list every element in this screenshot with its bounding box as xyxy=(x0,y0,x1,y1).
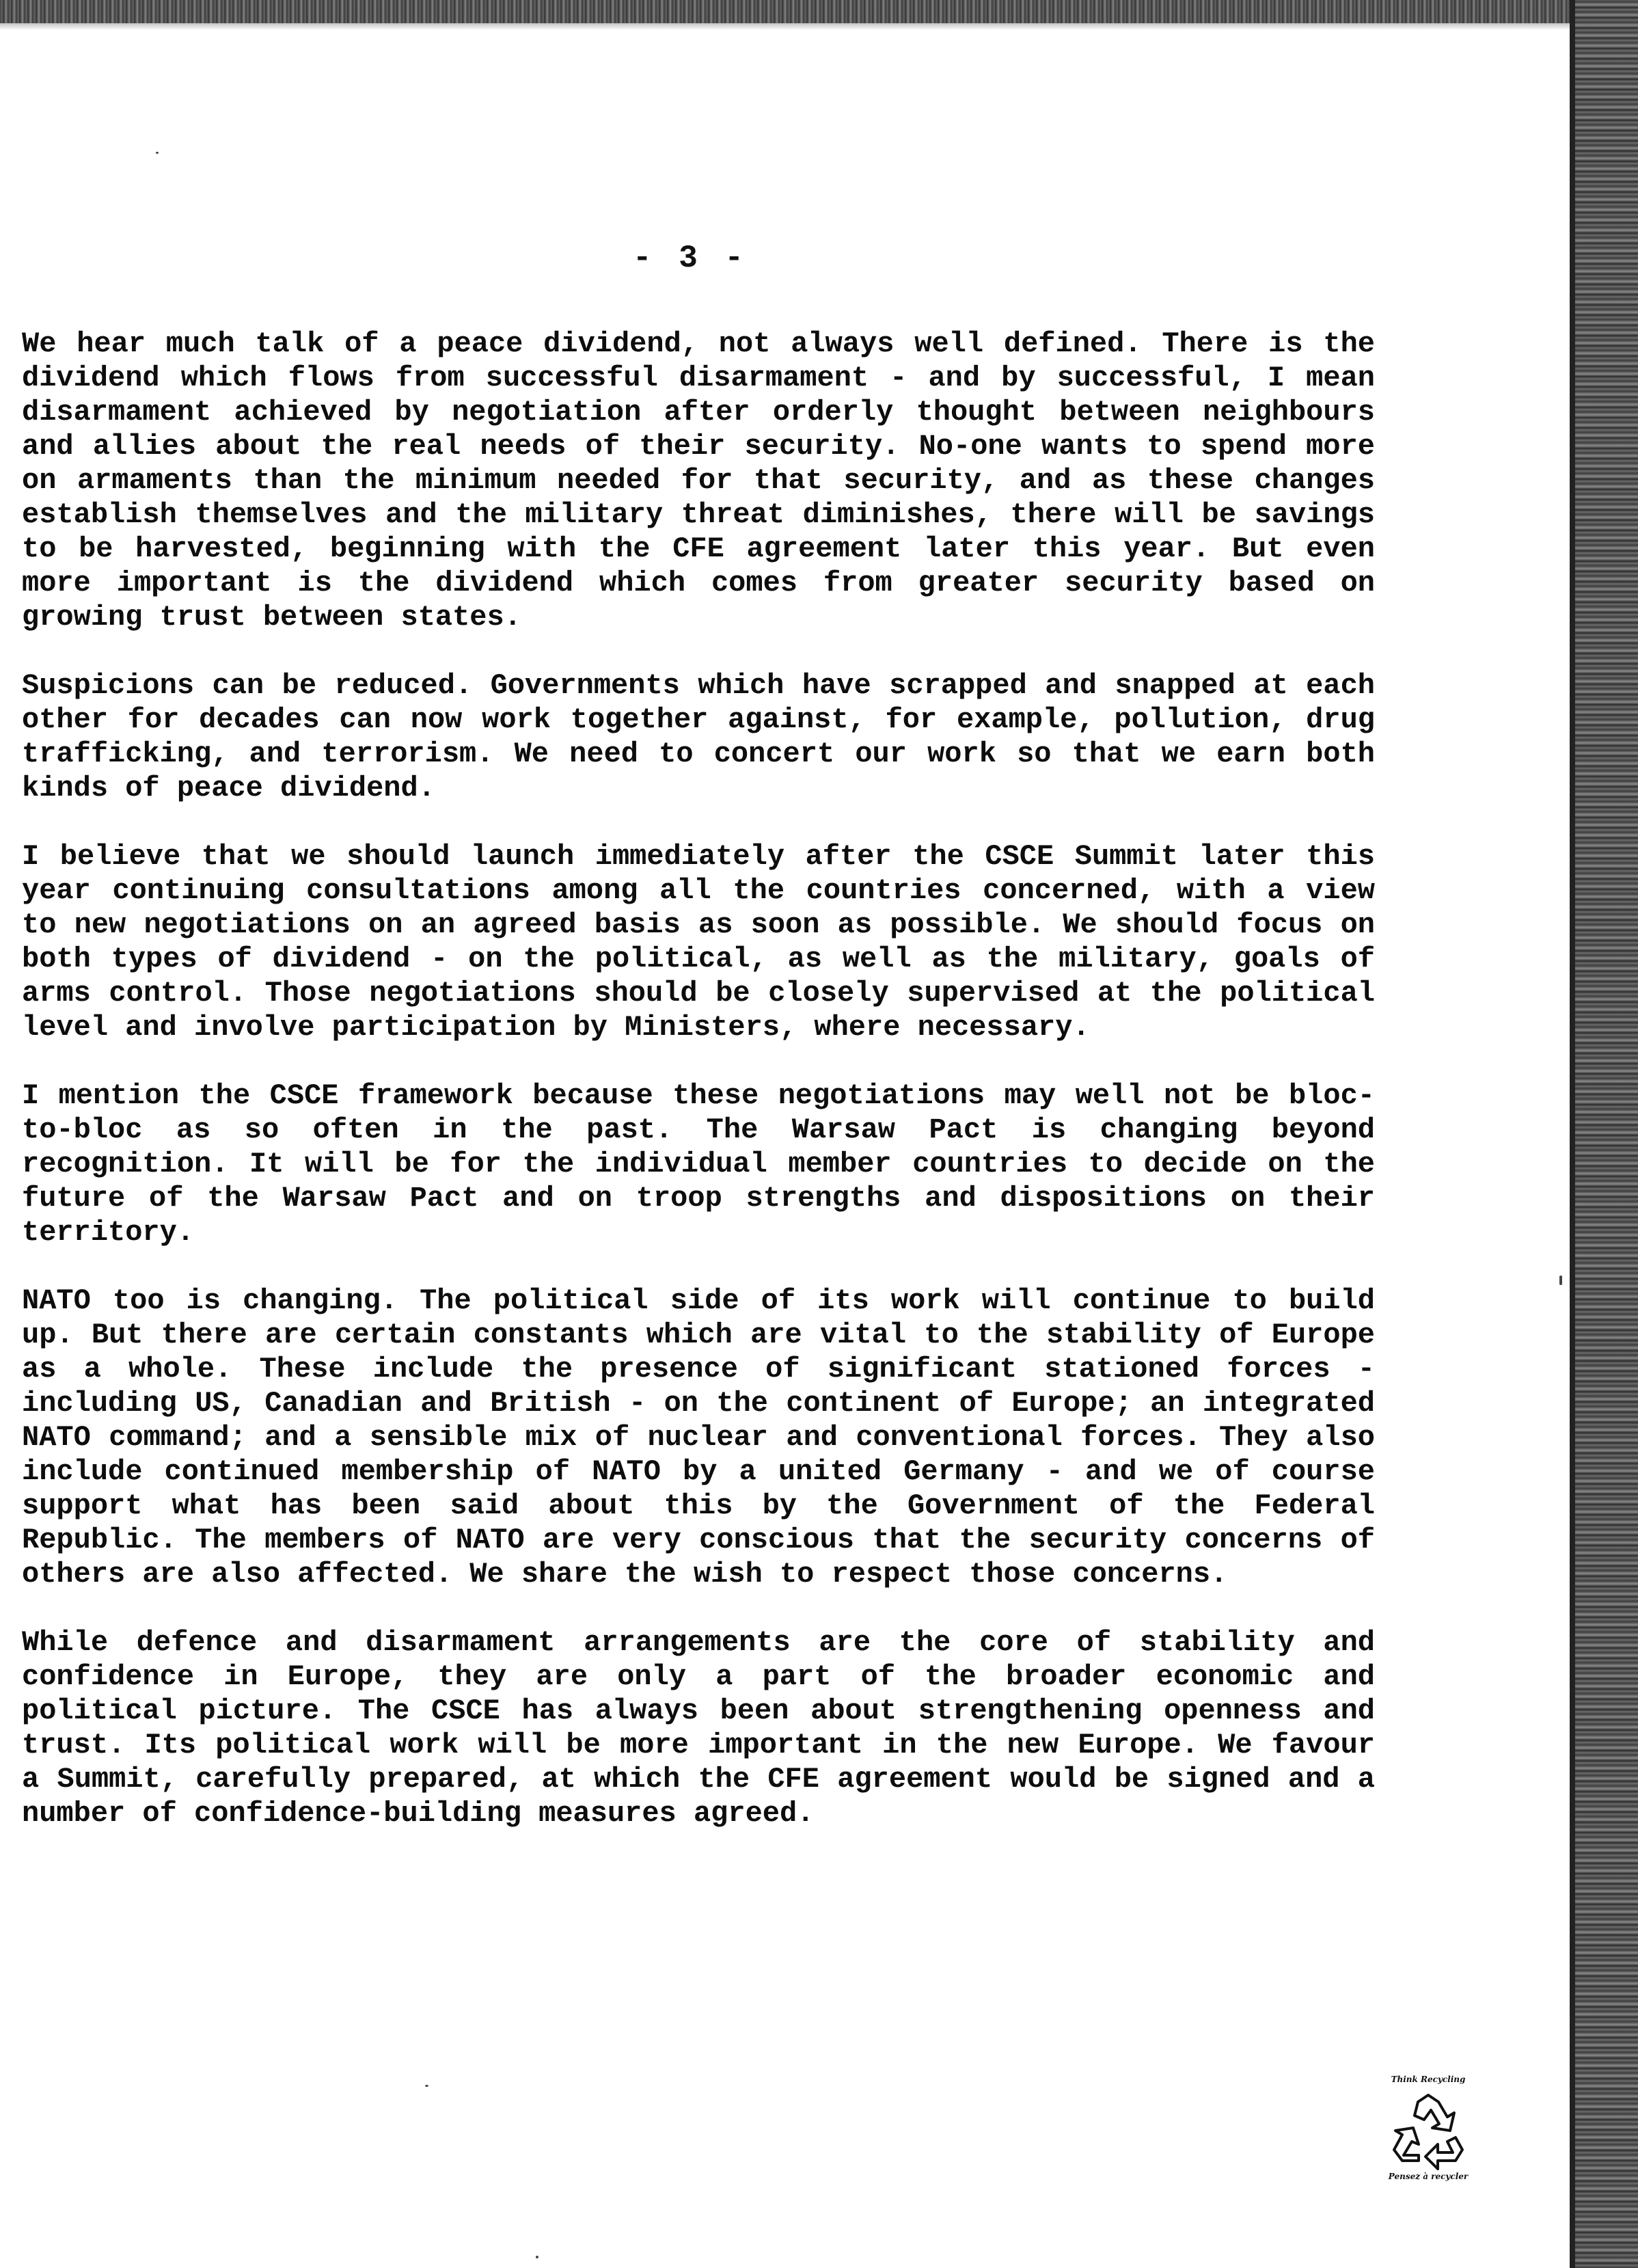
document-body xyxy=(22,327,1375,1865)
paragraph-csce-framework: I mention the CSCE framework because these negotiations may well not be bloc-to-bloc as so often in the past. The Warsaw Pact is changing beyond recognition. It will be for the individual member countries to decide on the future of the Warsaw Pact and on troop strengths and dispositions on their territory. xyxy=(22,1079,1375,1249)
paragraph-defence: While defence and disarmament arrangements are the core of stability and confidence in Europe, they are only a part of the broader economic and political picture. The CSCE has always been about strengthening openness and trust. Its political work will be more important in the new Europe. We favour a Summit, carefully prepared, at which the CFE agreement would be signed and a number of confidence-building measures agreed. xyxy=(22,1626,1375,1830)
recycle-logo xyxy=(1370,2075,1486,2184)
scan-speck xyxy=(1559,1275,1562,1285)
recycle-top-text: Think Recycling xyxy=(1391,2075,1466,2084)
scan-edge-top-fade xyxy=(0,23,1638,30)
scan-edge-right-line xyxy=(1570,0,1575,2268)
recycle-bottom-text: Pensez à recycler xyxy=(1388,2172,1469,2181)
recycle-icon xyxy=(1387,2090,1469,2170)
paragraph-nato: NATO too is changing. The political side of its work will continue to build up. But there are certain constants which are vital to the stability of Europe as a whole. These include the presence of significant stationed forces - including US, Canadian and British - on the continent of Europe; an integrated NATO command; and a sensible mix of nuclear and conventional forces. They also include continued membership of NATO by a united Germany - and we of course support what has been said about this by the Government of the Federal Republic. The members of NATO are very conscious that the security concerns of others are also affected. We share the wish to respect those concerns. xyxy=(22,1284,1375,1591)
scan-edge-right xyxy=(1575,0,1638,2268)
paragraph-suspicions: Suspicions can be reduced. Governments which have scrapped and snapped at each other for decades can now work together against, for example, pollution, drug trafficking, and terrorism. We need to concert our work so that we earn both kinds of peace dividend. xyxy=(22,669,1375,805)
scan-speck xyxy=(536,2256,538,2258)
scan-edge-top xyxy=(0,0,1638,23)
page-number: - 3 - xyxy=(632,241,748,276)
paragraph-csce-summit: I believe that we should launch immediately after the CSCE Summit later this year continuing consultations among all the countries concerned, with a view to new negotiations on an agreed basis as soon as possible. We should focus on both types of dividend - on the political, as well as the military, goals of arms control. Those negotiations should be closely supervised at the political level and involve participation by Ministers, where necessary. xyxy=(22,840,1375,1044)
scan-speck xyxy=(156,152,159,154)
paragraph-peace-dividend: We hear much talk of a peace dividend, not always well defined. There is the dividend which flows from successful disarmament - and by successful, I mean disarmament achieved by negotiation after orderly thought between neighbours and allies about the real needs of their security. No-one wants to spend more on armaments than the minimum needed for that security, and as these changes establish themselves and the military threat diminishes, there will be savings to be harvested, beginning with the CFE agreement later this year. But even more important is the dividend which comes from greater security based on growing trust between states. xyxy=(22,327,1375,634)
scan-speck xyxy=(425,2085,428,2087)
